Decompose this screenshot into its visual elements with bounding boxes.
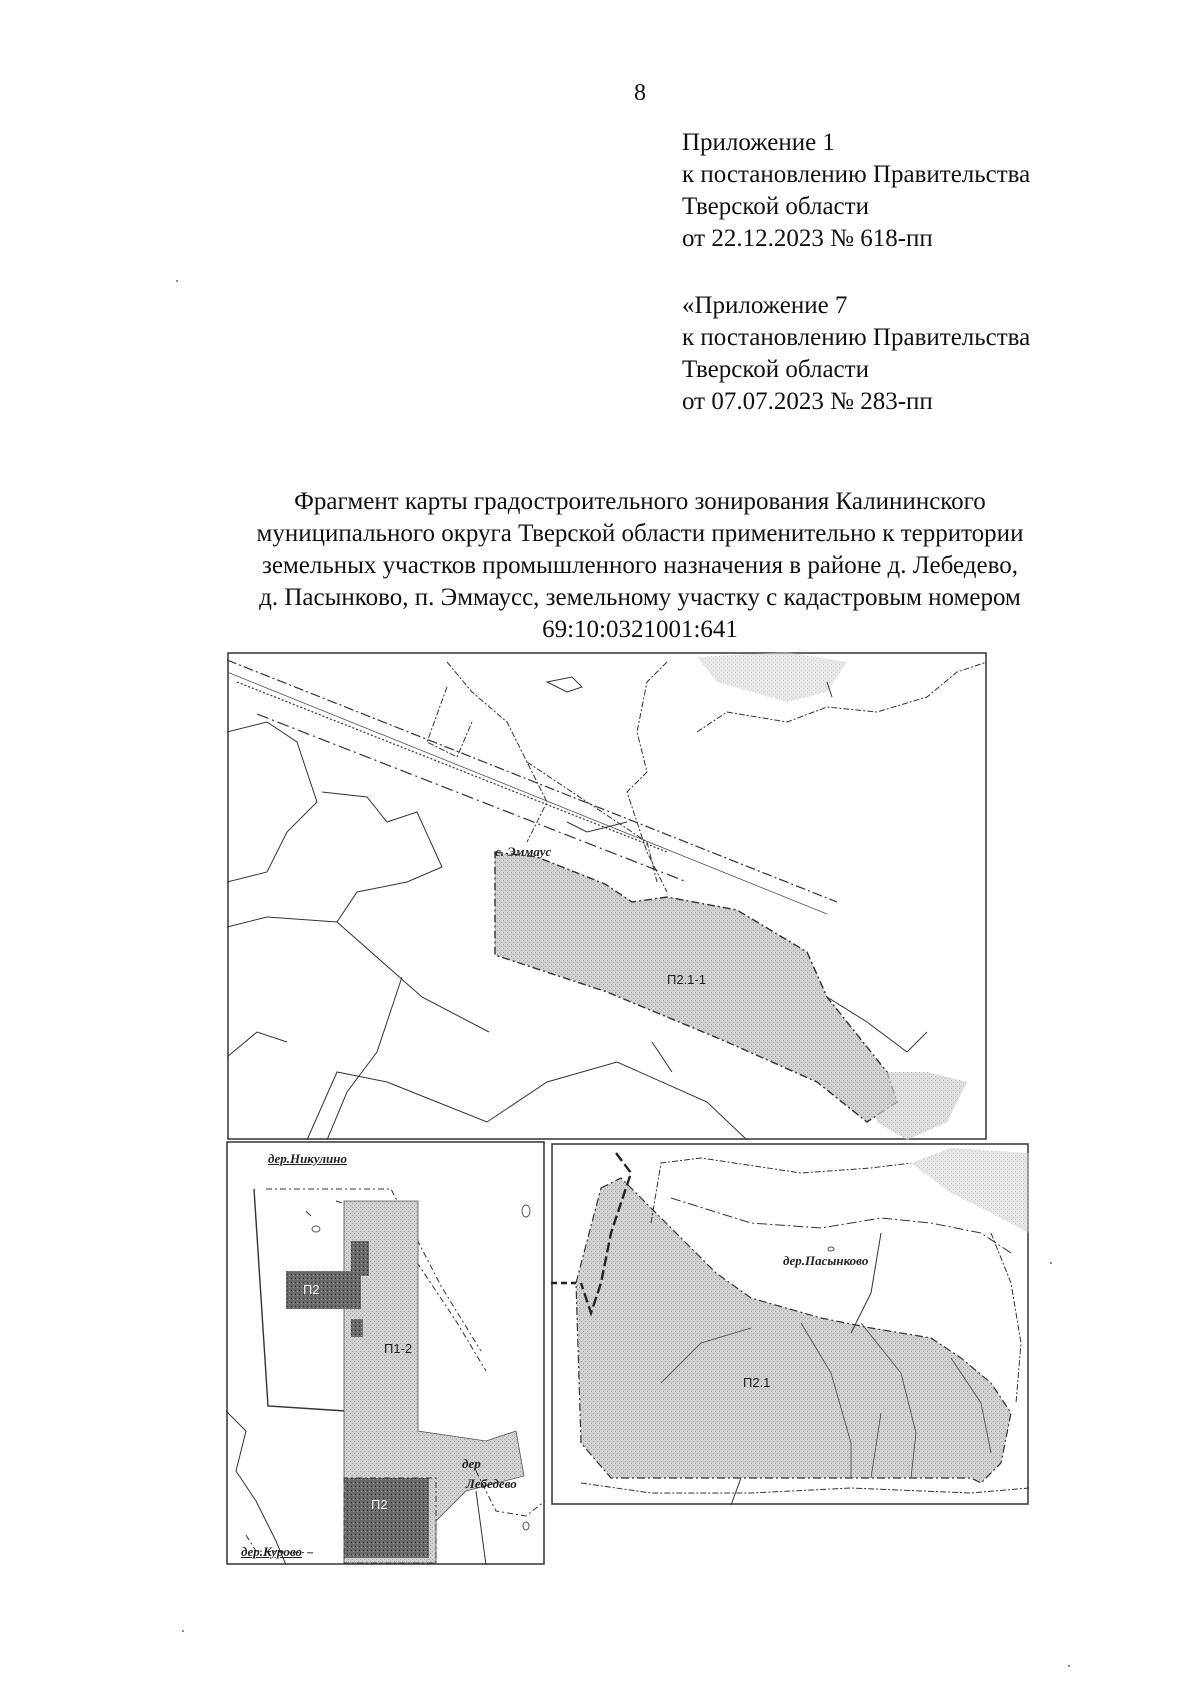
zone-label-p1-2: П1-2 xyxy=(384,1341,413,1356)
appendix-7-header xyxy=(682,290,1030,418)
appendix-1-header xyxy=(682,127,1030,255)
zoning-map-emmaus xyxy=(227,652,987,1140)
scan-speck xyxy=(1068,1665,1070,1667)
place-label-pasynkovo: дер.Пасынково xyxy=(783,1253,869,1268)
page-number: 8 xyxy=(634,80,646,106)
document-title xyxy=(180,486,1100,646)
place-label-nikulino: дер.Никулино xyxy=(268,1151,347,1166)
zone-label-p2-lower: П2 xyxy=(371,1497,388,1512)
zoning-map-pasynkovo xyxy=(551,1143,1029,1505)
zone-label-p2-1: П2.1 xyxy=(743,1375,771,1390)
title-line: 69:10:0321001:641 xyxy=(542,616,738,643)
title-line: Фрагмент карты градостроительного зонирования Калининского xyxy=(294,488,986,515)
zoning-map-lebedevo xyxy=(226,1141,545,1565)
title-line: земельных участков промышленного назначения в районе д. Лебедево, xyxy=(261,552,1018,579)
title-line: муниципального округа Тверской области применительно к территории xyxy=(256,520,1024,547)
appendix-1-line: от 22.12.2023 № 618-пп xyxy=(682,225,933,252)
map-drawing-emmaus xyxy=(227,652,987,1140)
place-label-lebedevo-1: дер xyxy=(462,1456,481,1471)
place-label-emmaus: с. Эммаус xyxy=(495,844,552,859)
zone-label-p2-upper: П2 xyxy=(303,1282,320,1297)
scan-speck xyxy=(176,280,178,282)
appendix-1-line: Приложение 1 xyxy=(682,129,835,156)
appendix-7-line: Тверской области xyxy=(682,356,869,383)
map-drawing-pasynkovo xyxy=(551,1143,1029,1505)
appendix-7-line: к постановлению Правительства xyxy=(682,324,1031,351)
appendix-1-line: к постановлению Правительства xyxy=(682,161,1031,188)
appendix-7-line: от 07.07.2023 № 283-пп xyxy=(682,388,933,415)
place-label-lebedevo-2: Лебедево xyxy=(466,1476,517,1491)
appendix-7-line: «Приложение 7 xyxy=(682,292,848,319)
place-label-kurovo: дер.Курово xyxy=(241,1544,302,1559)
appendix-1-line: Тверской области xyxy=(682,193,869,220)
scan-speck xyxy=(1050,1262,1052,1264)
scan-speck xyxy=(182,1630,184,1632)
zone-label-p2-1-1: П2.1-1 xyxy=(667,972,706,987)
title-line: д. Пасынково, п. Эммаусс, земельному участку с кадастровым номером xyxy=(259,584,1021,611)
